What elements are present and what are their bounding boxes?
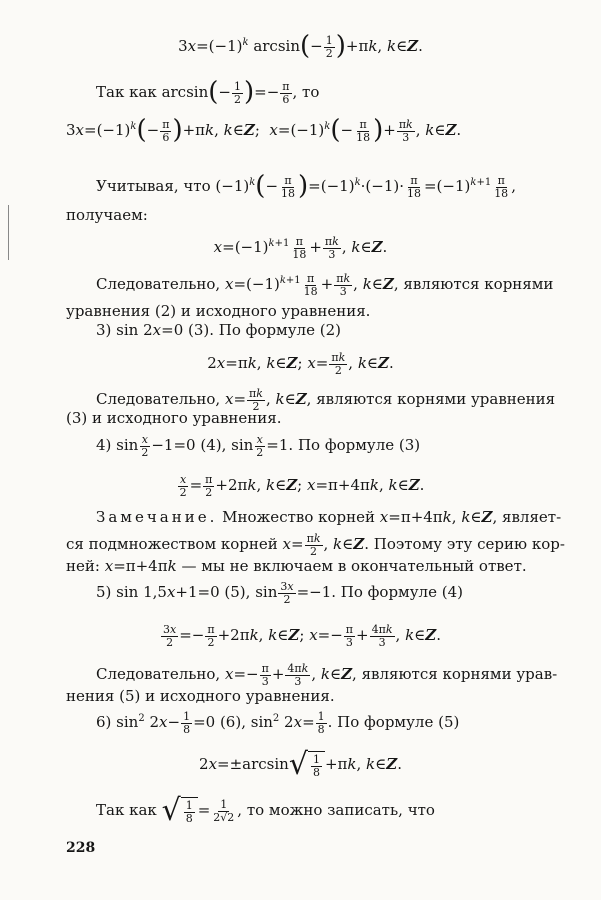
text-tak-kak: Так как xyxy=(96,83,157,101)
page-number xyxy=(66,840,95,855)
item-3-number: 3) xyxy=(96,321,112,339)
item-6-number: 6) xyxy=(96,713,112,732)
text-line-7: Следовательно, $x=(-1)^{k+1}$ $\frac{\pi}{18}$ + $\frac{\pi k}{3}$ , k∈Z, являются корнями xyxy=(96,272,554,298)
text-uchityvaya: Учитывая, что xyxy=(96,177,211,195)
text-sledovatelno-1: Следовательно, xyxy=(96,275,221,294)
text-po-formule-3: . По формуле (3) xyxy=(288,436,421,455)
text-to: , то xyxy=(292,83,320,101)
text-neniya-5: нения (5) и исходного уравнения. xyxy=(66,687,335,705)
text-line-8 xyxy=(66,304,370,319)
text-line-16: ся подмножеством корней x= $\frac{\pi k}{2}$ , k∈Z. Поэтому эту серию кор- xyxy=(66,532,565,558)
text-line-13: 4) sin $\frac{x}{2}$ −1=0 (4), sin $\frac{x}{2}$ =1. По формуле (3) xyxy=(96,433,421,459)
text-yavl-2: , являются корнями уравнения xyxy=(306,390,556,409)
text-po-formule-4: . По формуле (4) xyxy=(331,583,463,602)
text-uravneniya-3: (3) и исходного уравнения. xyxy=(66,409,282,427)
text-uravneniya-2: уравнения (2) и исходного уравнения. xyxy=(66,302,371,320)
item-4-number: 4) xyxy=(96,436,112,455)
text-po-formule-5: . По формуле (5) xyxy=(327,713,460,732)
text-to-mozhno: , то можно записать, что xyxy=(237,801,435,819)
formula-line-14: $\frac{x}{2}$ = $\frac{\pi}{2}$ +2πk, k∈Z; x=π+4πk, k∈Z. xyxy=(179,473,425,499)
formula-line-23: 2x=±arcsin √ 1 8 +πk, k∈Z. xyxy=(199,747,402,782)
formula-line-10: 2x=πk, k∈Z; x= $\frac{\pi k}{2}$ , k∈Z. xyxy=(207,351,394,377)
text-line-9: 3) sin 2x=0 (3). По формуле (2) xyxy=(96,321,341,339)
formula-line-6: $x=(-1)^{k+1}$ $\frac{\pi}{18}$ + $\frac{\pi k}{3}$ , k∈Z. xyxy=(213,235,388,261)
text-tak-kak-2: Так как xyxy=(96,801,157,819)
page-number-text: 228 xyxy=(66,840,96,856)
text-poluchaem: получаем: xyxy=(66,206,148,224)
text-line-20: Следовательно, x=− $\frac{\pi}{3}$ + $\frac{4\pi k}{3}$ , k∈Z, являются корнями урав- xyxy=(96,662,558,688)
text-line-5 xyxy=(66,208,148,223)
text-yavl-1: , являются корнями xyxy=(393,275,554,294)
text-line-24: Так как √ 1 8 = $\frac{1}{2√2}$ , то можно записать, что xyxy=(96,793,435,828)
text-line-22: 6) $\sin^2 2x-$ $\frac{1}{8}$ =0 (6), $\sin^2 2x=$ $\frac{1}{8}$ . По формуле (5) xyxy=(96,710,460,736)
text-line-11: Следовательно, x= $\frac{\pi k}{2}$ , k∈Z, являются корнями уравнения xyxy=(96,387,556,413)
item-5-number: 5) xyxy=(96,583,112,602)
text-sledovatelno-2: Следовательно, xyxy=(96,390,221,409)
text-zamechanie: Замечание. xyxy=(96,508,218,526)
formula-line-3: $3x=(-1)^k(-$ $\frac{\pi}{6}$ )+πk, k∈Z; $x=(-1)^k(-$ $\frac{\pi}{18}$ )+ $\frac{\pi k}{3}$ , k∈Z. xyxy=(66,115,462,145)
text-poetomu: . Поэтому эту серию кор- xyxy=(364,535,565,554)
text-yavl-3: , являются корнями урав- xyxy=(352,665,558,684)
text-yavlyaet: , являет- xyxy=(492,508,562,526)
text-line-18: 5) sin 1,5x+1=0 (5), sin $\frac{3x}{2}$ =−1. По формуле (4) xyxy=(96,580,463,606)
formula-line-19: $\frac{3x}{2}$ =− $\frac{\pi}{2}$ +2πk, k∈Z; x=− $\frac{\pi}{3}$ + $\frac{4\pi k}{3}$ , k∈Z. xyxy=(162,623,441,649)
text-mnozhestvo: Множество корней xyxy=(222,508,376,526)
text-ne-vklyuchaem: — мы не включаем в окончательный ответ. xyxy=(181,557,527,575)
text-line-2: Так как arcsin(− $\frac{1}{2}$ )=− $\frac{\pi}{6}$ , то xyxy=(96,77,320,107)
text-line-21 xyxy=(66,689,335,704)
text-line-4: Учитывая, что $(-1)^k(-$ $\frac{\pi}{18}$ )$=(-1)^k\cdot(-1)\cdot$ $\frac{\pi}{18}$ $=(-1)^{k+1}$ $\frac{\pi}{18}$ , xyxy=(96,171,516,201)
text-podmnozhestvom: ся подмножеством корней xyxy=(66,535,278,554)
text-ney: ней: xyxy=(66,557,100,575)
text-line-15: Замечание. Множество корней x=π+4πk, k∈Z, являет- xyxy=(96,508,562,526)
formula-line-1: $3x=(-1)^k$ arcsin(− $\frac{1}{2}$ )+πk, k∈Z. xyxy=(178,31,423,61)
text-line-12 xyxy=(66,411,282,426)
text-sledovatelno-3: Следовательно, xyxy=(96,665,221,684)
text-po-formule-2: . По формуле (2) xyxy=(209,321,341,339)
text-line-17: ней: x=π+4πk — мы не включаем в окончательный ответ. xyxy=(66,557,527,575)
